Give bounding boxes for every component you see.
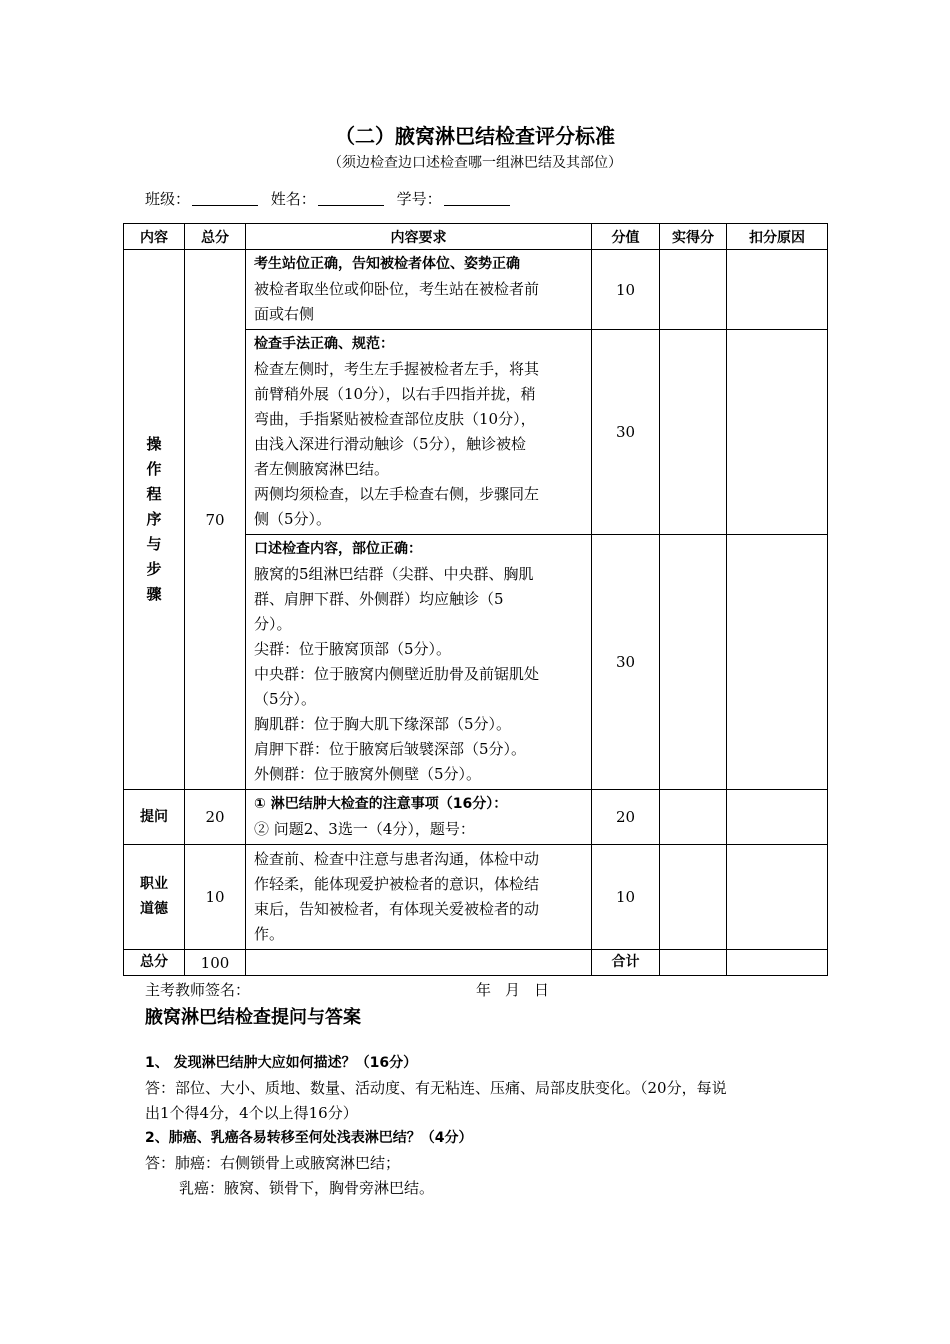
qa-heading: 腋窝淋巴结检查提问与答案 [145,1007,361,1028]
header-score: 分值 [592,224,660,250]
section-question-total: 20 [185,790,246,845]
header-deduction-reason: 扣分原因 [727,224,828,250]
section-question-label: 提问 [124,790,185,845]
header-requirements: 内容要求 [246,224,592,250]
examiner-signature-label: 主考教师签名： [145,981,251,999]
earned-score-cell[interactable] [660,250,727,330]
requirement-line: 面或右侧 [254,305,315,323]
requirement-line: 分）。 [254,615,292,633]
requirement-line: 外侧群：位于腋窝外侧壁（5分）。 [254,765,482,783]
date-day: 日 [534,981,550,999]
date-year: 年 [476,981,492,999]
requirement-line: 前臂稍外展（10分），以右手四指并拢，稍 [254,385,536,403]
footer-total-value: 100 [185,950,246,976]
section-ethics-label: 职业 道德 [124,845,185,950]
footer-earned-cell[interactable] [660,950,727,976]
requirement-line: 两侧均须检查，以左手检查右侧，步骤同左 [254,485,540,503]
score-value: 30 [592,535,660,790]
requirement-line: 束后，告知被检者，有体现关爱被检者的动 [254,900,540,918]
earned-score-cell[interactable] [660,330,727,535]
footer-empty-cell [246,950,592,976]
requirement-line: （5分）。 [254,690,317,708]
footer-sum-label: 合计 [592,950,660,976]
vertical-label: 操 作 程 序 与 步 骤 [146,435,162,603]
requirement-line: ① 淋巴结肿大检查的注意事项（16分）： [254,796,508,812]
footer-total-label: 总分 [124,950,185,976]
requirement-cell [246,250,592,330]
requirement-line: 检查前、检查中注意与患者沟通，体检中动 [254,850,540,868]
scoring-table [123,223,828,976]
table-header-row [124,224,828,250]
question-2 [145,1126,825,1201]
date-month: 月 [505,981,521,999]
answer-line: 出1个得4分，4个以上得16分） [145,1104,358,1122]
requirement-cell [246,535,592,790]
question-1 [145,1051,825,1126]
header-total: 总分 [185,224,246,250]
score-value: 30 [592,330,660,535]
requirement-line: 被检者取坐位或仰卧位，考生站在被检者前 [254,280,540,298]
question-text: 1、 发现淋巴结肿大应如何描述？（16分） [145,1055,418,1071]
table-footer-row [124,950,828,976]
requirement-line: 尖群：位于腋窝顶部（5分）。 [254,640,452,658]
requirement-line: 中央群：位于腋窝内侧壁近肋骨及前锯肌处 [254,665,540,683]
requirement-line: 检查左侧时，考生左手握被检者左手，将其 [254,360,540,378]
requirement-line: 由浅入深进行滑动触诊（5分），触诊被检 [254,435,527,453]
earned-score-cell[interactable] [660,535,727,790]
footer-reason-cell[interactable] [727,950,828,976]
signature-date [476,979,549,1000]
requirement-cell [246,845,592,950]
table-row [124,790,828,845]
name-blank[interactable] [318,191,384,206]
deduction-reason-cell[interactable] [727,330,828,535]
requirement-line: 作。 [254,925,285,943]
score-value: 10 [592,250,660,330]
requirement-line: 群、肩胛下群、外侧群）均应触诊（5 [254,590,504,608]
requirement-line: 者左侧腋窝淋巴结。 [254,460,390,478]
table-row [124,250,828,330]
page-title: （二）腋窝淋巴结检查评分标准 [335,124,615,148]
table-row [124,845,828,950]
section-ethics-total: 10 [185,845,246,950]
requirement-title: 检查手法正确、规范： [254,336,394,352]
requirement-line: 胸肌群：位于胸大肌下缘深部（5分）。 [254,715,512,733]
answer-line: 答：肺癌：右侧锁骨上或腋窝淋巴结； [145,1154,401,1172]
section-operation-total: 70 [185,250,246,790]
earned-score-cell[interactable] [660,790,727,845]
requirement-line: 腋窝的5组淋巴结群（尖群、中央群、胸肌 [254,565,534,583]
requirement-line: 弯曲，手指紧贴被检查部位皮肤（10分）， [254,410,536,428]
deduction-reason-cell[interactable] [727,535,828,790]
name-label: 姓名： [270,190,316,208]
requirement-title: 考生站位正确，告知被检者体位、姿势正确 [254,256,520,272]
section-operation-label [124,250,185,790]
requirement-cell [246,330,592,535]
class-blank[interactable] [192,191,258,206]
answer-line: 乳癌：腋窝、锁骨下，胸骨旁淋巴结。 [179,1179,435,1197]
question-text: 2、肺癌、乳癌各易转移至何处浅表淋巴结？（4分） [145,1130,473,1146]
deduction-reason-cell[interactable] [727,250,828,330]
earned-score-cell[interactable] [660,845,727,950]
student-info-line [145,188,518,209]
id-blank[interactable] [444,191,510,206]
score-value: 20 [592,790,660,845]
deduction-reason-cell[interactable] [727,790,828,845]
requirement-line: ② 问题2、3选一（4分），题号： [254,820,475,838]
requirement-line: 肩胛下群：位于腋窝后皱襞深部（5分）。 [254,740,527,758]
requirement-line: 作轻柔，能体现爱护被检者的意识，体检结 [254,875,540,893]
page-subtitle: （须边检查边口述检查哪一组淋巴结及其部位） [328,155,622,171]
id-label: 学号： [396,190,442,208]
deduction-reason-cell[interactable] [727,845,828,950]
header-earned: 实得分 [660,224,727,250]
score-value: 10 [592,845,660,950]
requirement-title: 口述检查内容，部位正确： [254,541,422,557]
requirement-line: 侧（5分）。 [254,510,332,528]
class-label: 班级： [145,190,191,208]
answer-line: 答：部位、大小、质地、数量、活动度、有无粘连、压痛、局部皮肤变化。（20分，每说 [145,1079,727,1097]
requirement-cell [246,790,592,845]
header-content: 内容 [124,224,185,250]
